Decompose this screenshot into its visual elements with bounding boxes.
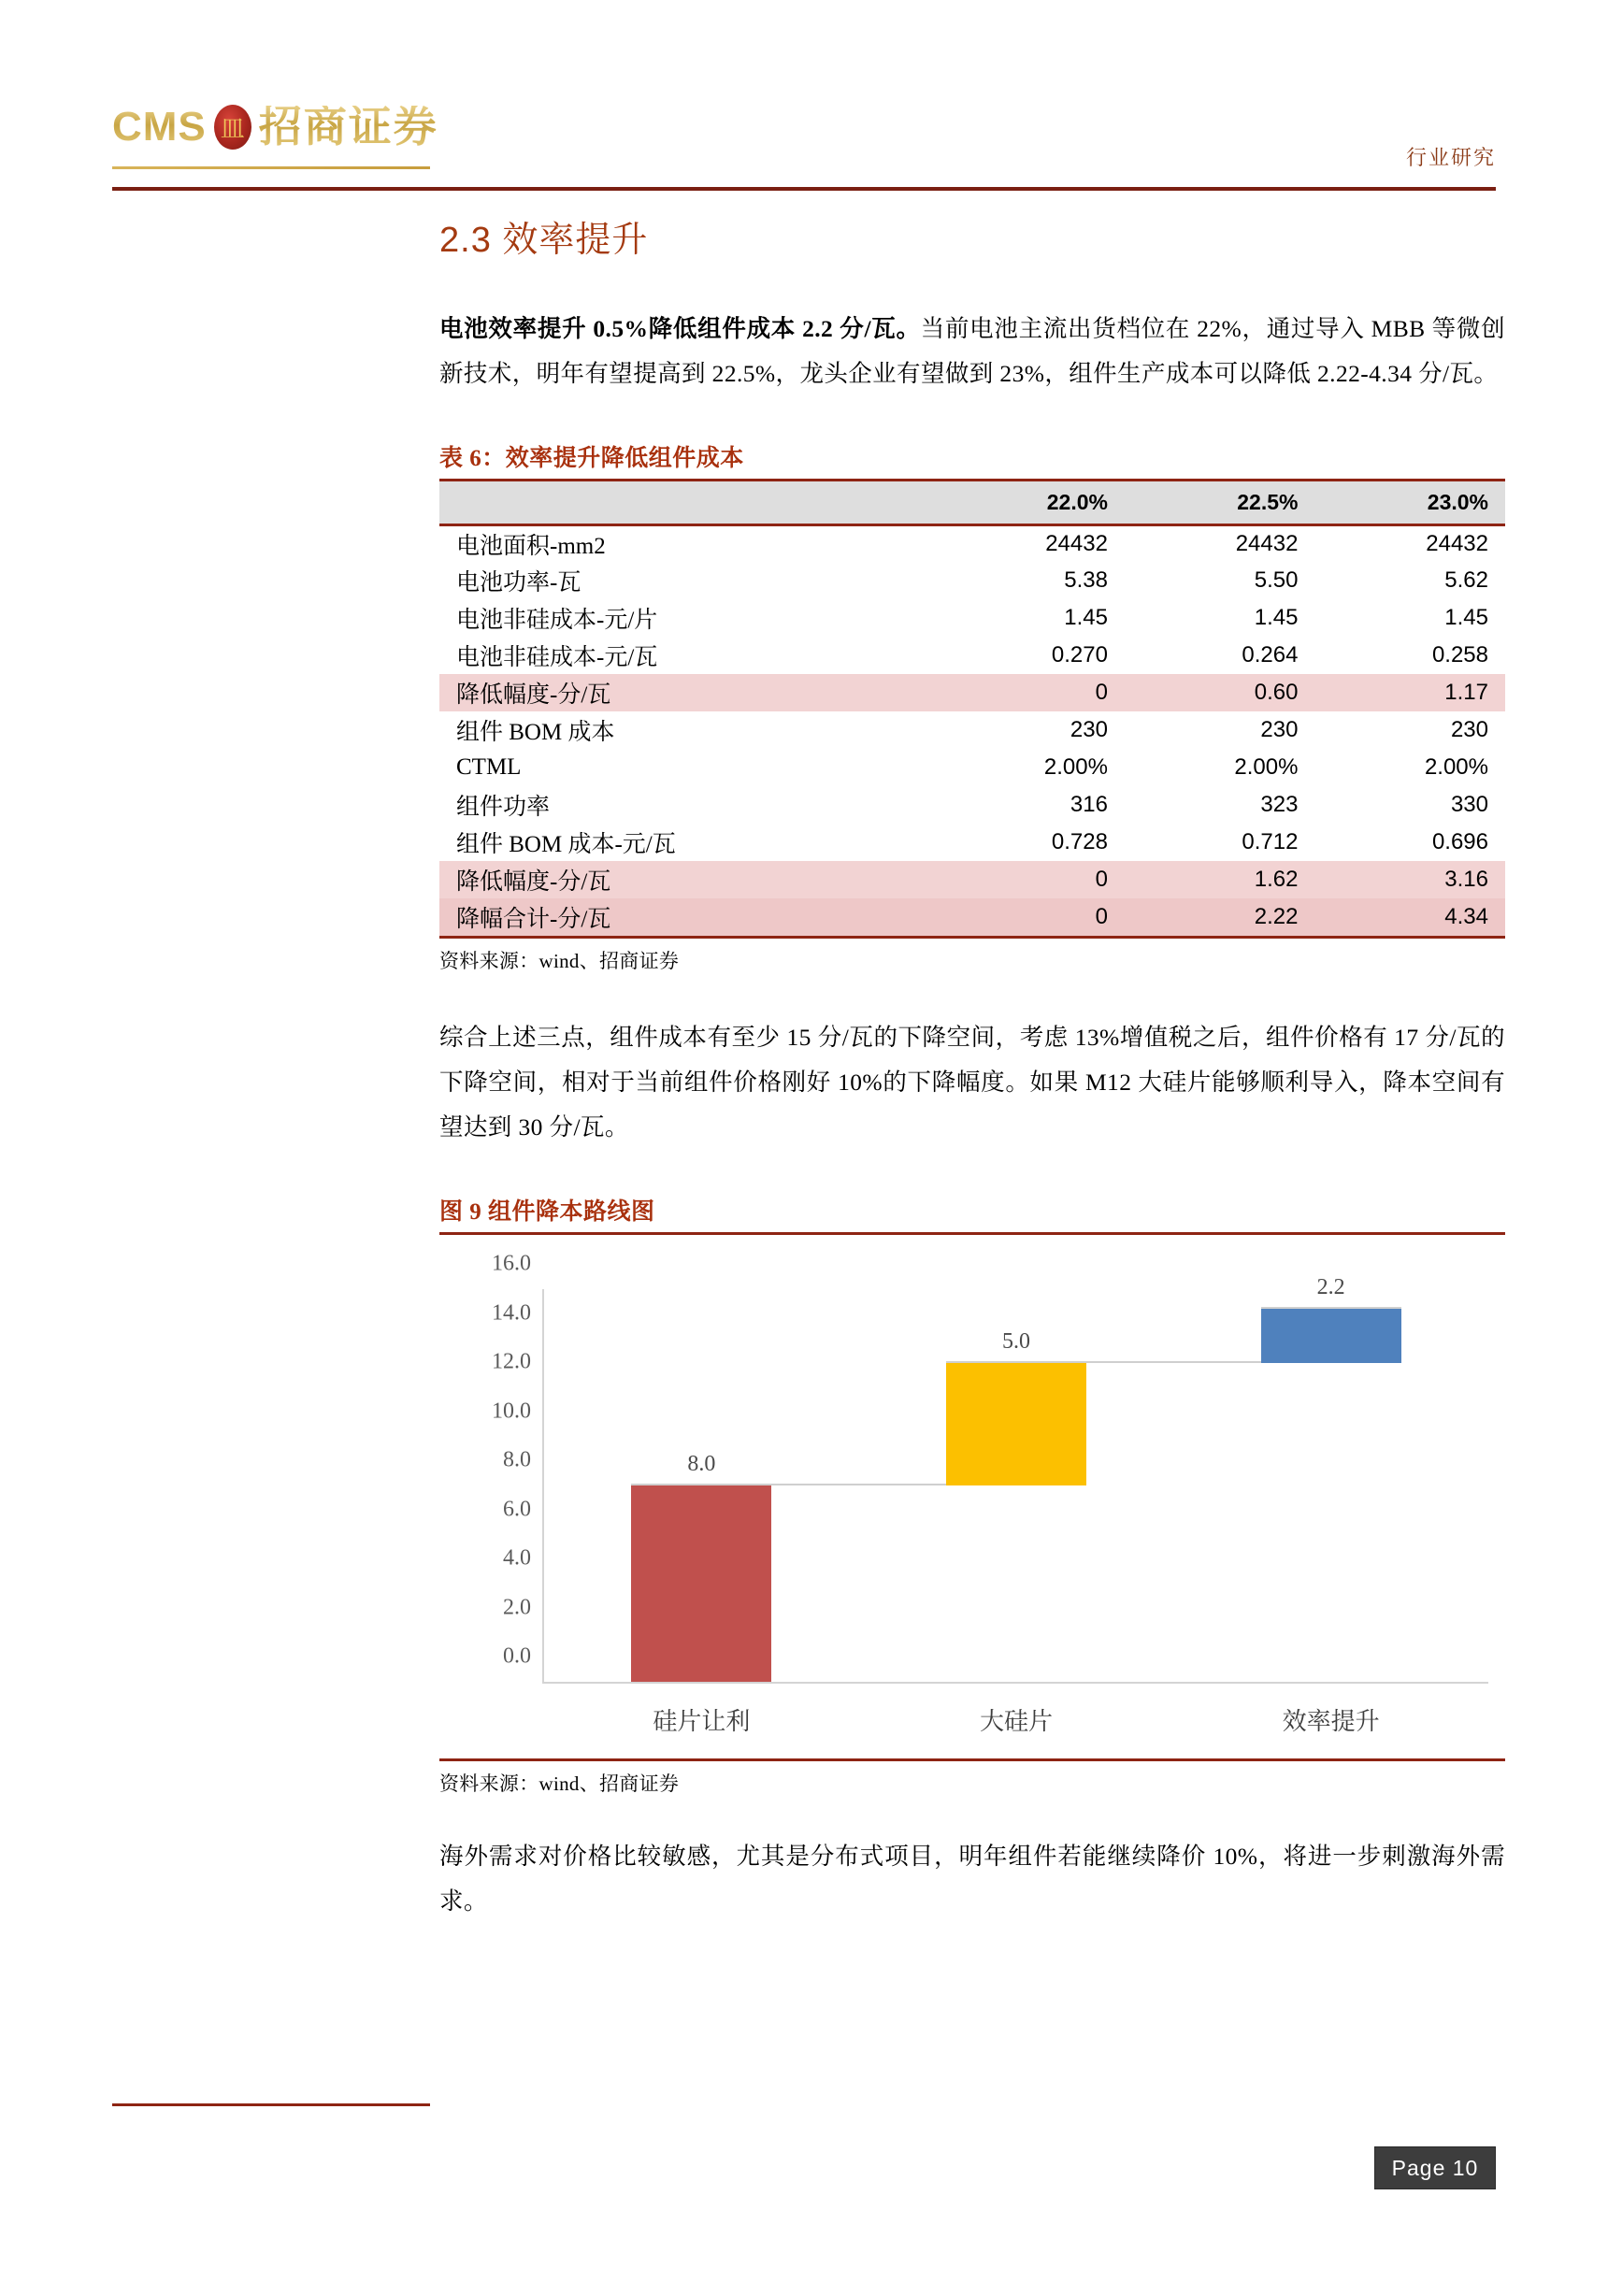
table-col-header-1: 22.0% <box>934 481 1125 524</box>
table-cell-value: 2.00% <box>1424 754 1488 780</box>
logo-cms-text: CMS <box>112 104 207 150</box>
figure-title: 图 9 组件降本路线图 <box>439 1199 655 1225</box>
y-axis-tick-label: 12.0 <box>492 1349 531 1374</box>
table-cell-label: 电池非硅成本-元/片 <box>456 608 658 633</box>
y-axis-tick-label: 6.0 <box>503 1497 531 1521</box>
waterfall-connector-line <box>1261 1307 1401 1309</box>
y-axis-tick-label: 10.0 <box>492 1399 531 1423</box>
table-source-note: 资料来源：wind、招商证券 <box>439 950 680 972</box>
table-cell-value: 2.00% <box>1234 754 1299 780</box>
table-cell-value: 316 <box>1070 792 1108 817</box>
table-row <box>439 824 1505 861</box>
x-axis-category-label: 效率提升 <box>1282 1707 1380 1735</box>
table-cell-value: 230 <box>1260 717 1299 742</box>
table-cell-value: 5.38 <box>1064 567 1108 593</box>
table-cell-value: 0.270 <box>1051 642 1108 667</box>
cms-logo <box>112 105 438 150</box>
table-cell-value: 0 <box>934 861 1125 898</box>
table-cell-value: 2.22 <box>1125 898 1315 936</box>
table-cell-value: 0.258 <box>1431 642 1488 667</box>
table-cell-label: 降幅合计-分/瓦 <box>439 898 934 936</box>
figure-source-note: 资料来源：wind、招商证券 <box>439 1772 680 1795</box>
table-cell-value: 24432 <box>1235 530 1299 556</box>
table-cell-value: 1.45 <box>1254 605 1299 630</box>
chart-plot-area <box>492 1251 1488 1735</box>
table-cell-label: 电池面积-mm2 <box>456 533 606 559</box>
y-axis-tick-label: 4.0 <box>503 1545 531 1571</box>
table-cell-value: 0.60 <box>1125 674 1315 711</box>
table-cell-value: 1.45 <box>1444 605 1488 630</box>
chart-bar <box>1261 1275 1401 1363</box>
table-cell-value: 0 <box>934 898 1125 936</box>
table-cell-value: 330 <box>1450 792 1488 817</box>
page-number-badge: Page 10 <box>1374 2146 1496 2189</box>
paragraph-overseas-demand: 海外需求对价格比较敏感，尤其是分布式项目，明年组件若能继续降价 10%，将进一步刺激海外需求。 <box>439 1843 1505 1915</box>
cost-reduction-table <box>439 481 1505 936</box>
x-axis-category-label: 大硅片 <box>979 1707 1054 1735</box>
table-cell-value: 3.16 <box>1314 861 1505 898</box>
table-cell-value: 0.728 <box>1051 829 1108 854</box>
table-cell-value: 0.696 <box>1431 829 1488 854</box>
chart-bar-value-label: 8.0 <box>687 1452 716 1476</box>
waterfall-chart <box>439 1251 1505 1740</box>
section-heading: 2.3 效率提升 <box>439 221 649 260</box>
table-cell-label: 降低幅度-分/瓦 <box>439 674 934 711</box>
table-col-header-3: 23.0% <box>1314 481 1505 524</box>
table-cell-value: 2.00% <box>1043 754 1108 780</box>
table-cell-value: 1.45 <box>1064 605 1108 630</box>
footer-divider <box>112 2103 430 2106</box>
paragraph-lead-bold: 电池效率提升 0.5%降低组件成本 2.2 分/瓦。 <box>439 315 921 342</box>
table-cell-label: 组件 BOM 成本 <box>456 720 615 745</box>
table-cell-value: 1.17 <box>1314 674 1505 711</box>
figure-top-rule <box>439 1232 1505 1235</box>
table-row <box>439 898 1505 936</box>
waterfall-connector-line <box>631 1484 946 1485</box>
logo-underline <box>112 166 430 169</box>
table-cell-value: 1.62 <box>1125 861 1315 898</box>
paragraph-lead-rest: 当前电池主流出货档位在 22%，通过导入 MBB 等微创新技术，明年有望提高到 22.5%，龙头企业有望做到 23%，组件生产成本可以降低 2.22-4.34 分/瓦。 <box>439 315 1505 387</box>
table-row <box>439 637 1505 674</box>
table-cell-label: CTML <box>456 754 522 780</box>
y-axis-tick-label: 0.0 <box>503 1643 531 1669</box>
chart-bar-value-label: 2.2 <box>1316 1275 1345 1299</box>
table-cell-value: 4.34 <box>1314 898 1505 936</box>
table-row <box>439 524 1505 562</box>
table-cell-value: 0.712 <box>1242 829 1299 854</box>
table-cell-value: 0.264 <box>1242 642 1299 667</box>
x-axis-category-label: 硅片让利 <box>653 1707 751 1735</box>
table-row <box>439 786 1505 824</box>
table-col-header-0 <box>439 481 934 524</box>
cms-seal-icon <box>214 105 251 150</box>
table-cell-value: 323 <box>1260 792 1299 817</box>
table-cell-value: 230 <box>1450 717 1488 742</box>
paragraph-summary: 综合上述三点，组件成本有至少 15 分/瓦的下降空间，考虑 13%增值税之后，组件价格有 17 分/瓦的下降空间，相对于当前组件价格刚好 10%的下降幅度。如果 M12 大硅片能够顺利导入，降本空间有望达到 30 分/瓦。 <box>439 1024 1505 1141</box>
table-row <box>439 599 1505 637</box>
table-cell-label: 组件 BOM 成本-元/瓦 <box>456 832 676 857</box>
table-header-row <box>439 481 1505 524</box>
chart-bar <box>631 1452 771 1682</box>
table-cell-label: 组件功率 <box>456 795 551 820</box>
table-row <box>439 711 1505 749</box>
table-cell-value: 230 <box>1070 717 1108 742</box>
chart-bar-value-label: 5.0 <box>1002 1328 1030 1354</box>
table-row <box>439 861 1505 898</box>
table-cell-label: 降低幅度-分/瓦 <box>439 861 934 898</box>
table-cell-label: 电池非硅成本-元/瓦 <box>456 645 658 670</box>
y-axis-tick-label: 8.0 <box>503 1447 531 1472</box>
paragraph-efficiency-intro <box>439 307 1505 396</box>
table-head <box>439 481 1505 524</box>
table-row <box>439 674 1505 711</box>
table-cell-label: 电池功率-瓦 <box>456 570 581 596</box>
table-col-header-2: 22.5% <box>1125 481 1315 524</box>
chart-bar <box>946 1328 1086 1485</box>
y-axis-tick-label: 2.0 <box>503 1595 531 1619</box>
y-axis-tick-label: 14.0 <box>492 1300 531 1325</box>
table-title: 表 6：效率提升降低组件成本 <box>439 446 744 471</box>
header-category-label: 行业研究 <box>1405 146 1496 169</box>
header-divider <box>112 187 1496 191</box>
y-axis-tick-label: 16.0 <box>492 1251 531 1276</box>
table-cell-value: 24432 <box>1426 530 1488 556</box>
table-exhibit <box>439 439 1505 974</box>
page-header <box>0 0 1608 192</box>
table-body <box>439 524 1505 936</box>
table-row <box>439 562 1505 599</box>
table-cell-value: 0 <box>934 674 1125 711</box>
figure-exhibit <box>439 1193 1505 1797</box>
table-cell-value: 5.62 <box>1444 567 1488 593</box>
document-content <box>439 210 1505 1924</box>
table-cell-value: 24432 <box>1045 530 1108 556</box>
waterfall-connector-line <box>946 1361 1261 1363</box>
table-cell-value: 5.50 <box>1254 567 1299 593</box>
logo-company-text: 招商证券 <box>258 103 438 151</box>
table-row <box>439 749 1505 786</box>
